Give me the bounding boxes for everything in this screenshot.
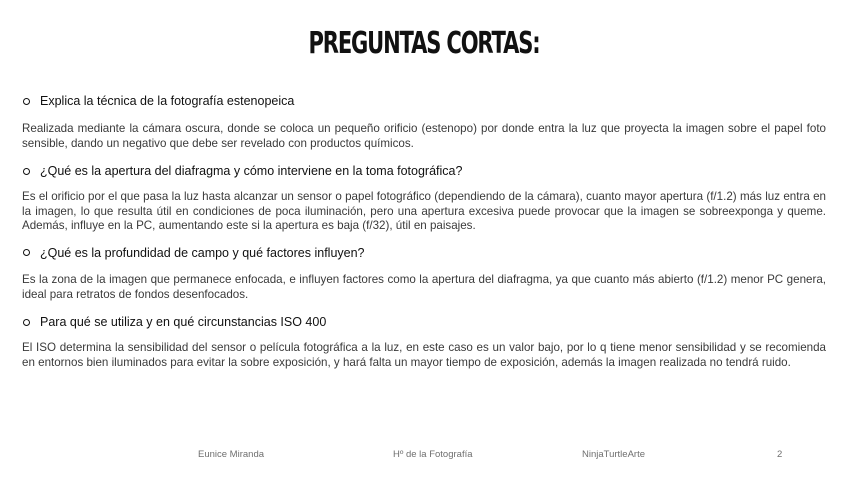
footer-author: Eunice Miranda <box>198 449 265 460</box>
question-text: Para qué se utiliza y en qué circunstancias ISO 400 <box>40 315 327 330</box>
question-3 <box>22 244 826 262</box>
bullet-circle-icon <box>23 168 30 175</box>
question-text: ¿Qué es la apertura del diafragma y cómo interviene en la toma fotográfica? <box>40 164 463 179</box>
question-text: ¿Qué es la profundidad de campo y qué factores influyen? <box>40 245 365 260</box>
answer-2: Es el orificio por el que pasa la luz hasta alcanzar un sensor o papel fotográfico (dependiendo de la cámara), cuanto mayor apertura (f/1.2) más luz entra en la imagen, lo que resulta útil en condiciones de poca iluminación, pero una apertura excesiva puede provocar que la imagen se sobreexponga y queme. Además, influye en la PC, aumentando este si la apertura es baja (f/32), útil en paisajes. <box>22 190 826 233</box>
qa-section <box>22 92 826 370</box>
question-2 <box>22 162 826 180</box>
footer-brand: NinjaTurtleArte <box>582 449 646 460</box>
answer-1: Realizada mediante la cámara oscura, donde se coloca un pequeño orificio (estenopo) por donde entra la luz que proyecta la imagen sobre el papel foto sensible, dando un negativo que debe ser revelado con productos químicos. <box>22 122 826 150</box>
footer-subject: Hº de la Fotografía <box>393 449 473 460</box>
bullet-circle-icon <box>23 249 30 256</box>
question-text: Explica la técnica de la fotografía estenopeica <box>40 94 295 108</box>
bullet-circle-icon <box>23 98 30 105</box>
question-4 <box>22 313 826 331</box>
question-1 <box>22 92 826 110</box>
answer-4: El ISO determina la sensibilidad del sensor o película fotográfica a la luz, en este caso es un valor bajo, por lo q tiene menor sensibilidad y se recomienda en entornos bien iluminados para evitar la sobre exposición, y hará falta un mayor tiempo de exposición, además la imagen realizada no tendrá ruido. <box>22 341 826 369</box>
answer-3: Es la zona de la imagen que permanece enfocada, e influyen factores como la apertura del diafragma, ya que cuanto más abierto (f/1.2) menor PC genera, ideal para retratos de fondos desenfocados. <box>22 272 826 301</box>
bullet-circle-icon <box>23 319 30 326</box>
footer-page-number: 2 <box>777 449 783 460</box>
page-title: PREGUNTAS CORTAS: <box>308 26 540 61</box>
